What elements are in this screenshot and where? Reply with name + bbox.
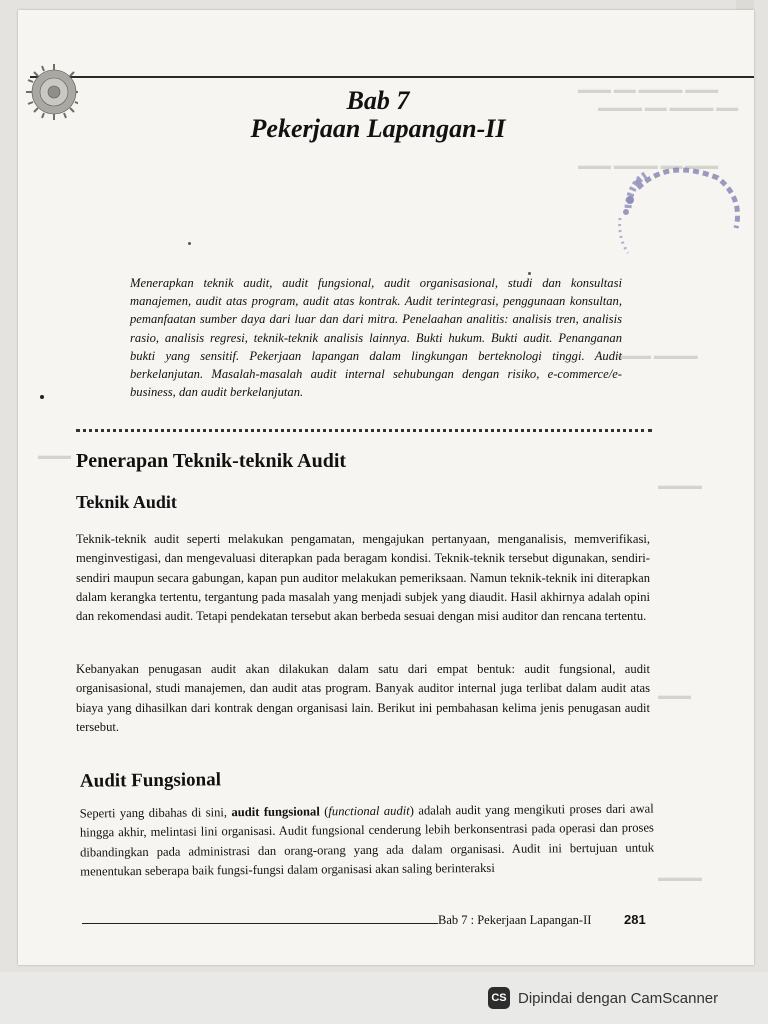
- scanner-watermark: [470, 980, 768, 1016]
- subheading-teknik-audit: Teknik Audit: [76, 492, 177, 512]
- chapter-number: Bab 7: [346, 86, 410, 115]
- decorative-seal-icon: [24, 50, 78, 134]
- text-run: Seperti yang dibahas di sini,: [79, 805, 232, 821]
- scan-speck: [40, 395, 44, 399]
- running-footer: Bab 7 : Pekerjaan Lapangan-II: [438, 913, 592, 927]
- scanner-label: Dipindai dengan CamScanner: [518, 989, 719, 1007]
- chapter-title: Pekerjaan Lapangan-II: [250, 114, 506, 143]
- section-heading: Penerapan Teknik-teknik Audit: [76, 450, 347, 472]
- text-run: ) adalah audit yang mengikuti proses dari awal hingga akhir, melintasi lini organisasi. Audit fungsional cenderung lebih berkonsentrasi pada operasi dan proses dibandingkan pada administrasi dan orang-orang yang ada dalam organisasi. Audit ini bertujuan untuk menentukan seberapa baik fungsi-fungsi dalam organisasi akan saling berinteraksi: [79, 801, 655, 879]
- chapter-abstract: Menerapkan teknik audit, audit fungsional, audit organisasional, studi dan konsultasi manajemen, audit atas program, audit atas kontrak. Audit terintegrasi, penggunaan konsultan, pemanfaatan sumber daya dari luar dan dari mitra. Penelaahan analitis: analisis tren, analisis rasio, analisis regresi, teknik-teknik analisis lainnya. Bukti hukum. Bukti audit. Penanganan bukti yang sensitif. Pekerjaan lapangan dalam lingkungan berteknologi tinggi. Audit berkelanjutan. Masalah-masalah audit internal sehubungan dengan risiko, e-commerce/e-business, dan audit berkelanjutan.: [130, 276, 622, 400]
- keyword-audit-fungsional: audit fungsional: [231, 804, 320, 820]
- scan-speck: [188, 242, 191, 245]
- camscanner-logo-icon: CS: [488, 987, 510, 1009]
- page-number: 281: [624, 912, 646, 927]
- text-run: (: [319, 804, 329, 819]
- paragraph-penugasan-audit: Kebanyakan penugasan audit akan dilakukan dalam satu dari empat bentuk: audit fungsional, audit organisasional, studi manajemen, dan audit atas program. Banyak auditor internal juga terlibat dalam audit atas biaya yang dihasilkan dari kontrak dengan organisasi lain. Berikut ini pembahasan kelima jenis penugasan audit tersebut.: [76, 662, 650, 734]
- english-term: functional audit: [328, 803, 410, 819]
- paragraph-audit-fungsional: [80, 799, 655, 881]
- footer-rule: [82, 923, 438, 924]
- paragraph-teknik-audit: Teknik-teknik audit seperti melakukan pengamatan, mengajukan pertanyaan, menganalisis, memverifikasi, menginvestigasi, dan mengevaluasi diterapkan pada beragam kondisi. Teknik-teknik tersebut digunakan, sendiri-sendiri maupun secara gabungan, kapan pun auditor melakukan pemeriksaan. Namun teknik-teknik ini diterapkan dalam kerangka tertentu, tergantung pada masalah yang menjadi subjek yang diaudit. Hasil akhirnya adalah opini dan rekomendasi audit. Tetapi pendekatan tersebut akan berbeda sesuai dengan misi auditor dan rencana tertentu.: [76, 532, 650, 624]
- subheading-audit-fungsional: Audit Fungsional: [79, 769, 222, 792]
- ink-stamp-mark: [608, 148, 748, 278]
- book-page: ▬▬▬ ▬▬ ▬▬▬▬ ▬▬▬ ▬▬▬▬ ▬▬ ▬▬▬▬ ▬▬ ▬▬▬ ▬▬▬▬ ▬▬ ▬▬▬ ▬▬▬ ▬▬▬▬ ▬▬▬ ▬▬▬▬ ▬▬▬ ▬▬▬▬ Bab 7 Pekerjaan Lapangan-II Menerapkan teknik audit, audit fungsional, audit organisasional, studi dan konsultasi manajemen, audit atas program, audit atas kontrak. Audit terintegrasi, penggunaan konsultan, pemanfaatan sumber daya dari luar dan dari mitra. Penelaahan analitis: analisis tren, analisis rasio, analisis regresi, teknik-teknik analisis lainnya. Bukti hukum. Bukti audit. Penanganan bukti yang sensitif. Pekerjaan lapangan dalam lingkungan berteknologi tinggi. Audit berkelanjutan. Masalah-masalah audit internal sehubungan dengan risiko, e-commerce/e-business, dan audit berkelanjutan. Penerapan Teknik-teknik Audit Teknik Audit Teknik-teknik audit seperti melakukan pengamatan, mengajukan pertanyaan, menganalisis, memverifikasi, menginvestigasi, dan mengevaluasi diterapkan pada beragam kondisi. Teknik-teknik tersebut digunakan, sendiri-sendiri maupun secara gabungan, kapan pun auditor melakukan pemeriksaan. Namun teknik-teknik ini diterapkan dalam kerangka tertentu, tergantung pada masalah yang menjadi subjek yang diaudit. Hasil akhirnya adalah opini dan rekomendasi audit. Tetapi pendekatan tersebut akan berbeda sesuai dengan misi auditor dan rencana tertentu. Kebanyakan penugasan audit akan dilakukan dalam satu dari empat bentuk: audit fungsional, audit organisasional, studi manajemen, dan audit atas program. Banyak auditor internal juga terlibat dalam audit atas biaya yang dihasilkan dari kontrak dengan organisasi lain. Berikut ini pembahasan kelima jenis penugasan audit tersebut. Audit Fungsional Seperti yang dibahas di sini, audit fungsional (functional audit) adalah audit yang mengikuti proses dari awal hingga akhir, melintasi lini organisasi. Audit fungsional cenderung lebih berkonsentrasi pada operasi dan proses dibandingkan pada administrasi dan orang-orang yang ada dalam organisasi. Audit ini bertujuan untuk menentukan seberapa baik fungsi-fungsi dalam organisasi akan saling berinteraksi Bab 7 : Pekerjaan Lapangan-II 281: [18, 10, 754, 965]
- dotted-divider: [76, 429, 652, 432]
- header-rule: [30, 76, 754, 78]
